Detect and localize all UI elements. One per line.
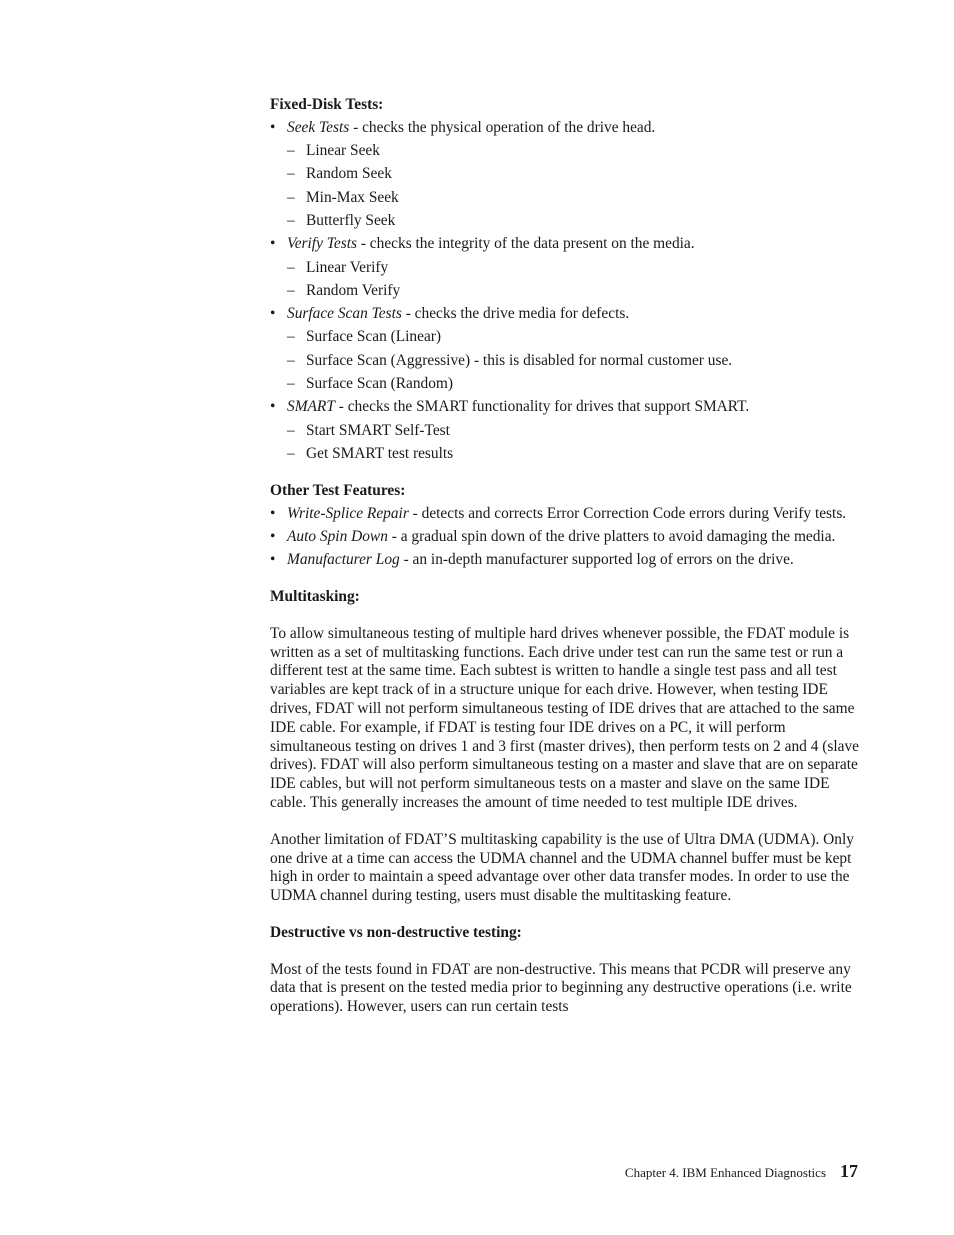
feature-list: [270, 505, 860, 570]
section-heading: Other Test Features:: [270, 481, 406, 499]
item-desc: - a gradual spin down of the drive platters to avoid damaging the media.: [387, 527, 836, 545]
sub-item: – Surface Scan (Aggressive) - this is disabled for normal customer use.: [287, 351, 733, 369]
section-heading: Fixed-Disk Tests:: [270, 96, 384, 113]
sub-item: – Random Seek: [287, 165, 392, 183]
item-desc: - checks the integrity of the data present on the media.: [356, 235, 695, 253]
item-term: Manufacturer Log: [287, 551, 400, 569]
item-term: SMART: [287, 398, 335, 416]
paragraph: Most of the tests found in FDAT are non-destructive. This means that PCDR will preserve any data that is present on the tested media prior to beginning any destructive operations (i.e. write operations). However, users can run certain tests: [270, 960, 852, 1016]
sub-list: [287, 422, 860, 464]
item-term: Auto Spin Down: [287, 527, 388, 545]
sub-item: – Random Verify: [287, 281, 401, 299]
sub-item: – Get SMART test results: [287, 444, 454, 462]
item-term: Seek Tests: [287, 118, 350, 136]
list-item: • Manufacturer Log - an in-depth manufacturer supported log of errors on the drive.: [270, 551, 794, 569]
sub-list: [287, 259, 860, 301]
page-number: 17: [840, 1161, 858, 1181]
section-heading: Multitasking:: [270, 587, 360, 605]
item-desc: - checks the SMART functionality for drives that support SMART.: [334, 398, 750, 416]
section-heading: Destructive vs non-destructive testing:: [270, 923, 522, 941]
page-content: [270, 96, 860, 1035]
item-desc: - checks the physical operation of the drive head.: [349, 118, 656, 136]
fixed-disk-tests-section: [270, 96, 860, 464]
multitasking-section: [270, 588, 860, 906]
sub-item: – Linear Seek: [287, 142, 380, 160]
sub-item: – Linear Verify: [287, 258, 389, 276]
sub-list: [287, 328, 860, 393]
paragraph: Another limitation of FDAT’S multitasking capability is the use of Ultra DMA (UDMA). Only one drive at a time can access the UDMA channel and the UDMA channel buffer must be kept high in order to maintain a speed advantage over other data transfer modes. In order to use the UDMA channel during testing, users must disable the multitasking feature.: [270, 830, 854, 905]
sub-item: – Min-Max Seek: [287, 188, 399, 206]
other-test-features-section: [270, 482, 860, 570]
item-desc: - checks the drive media for defects.: [401, 305, 630, 323]
item-desc: - detects and corrects Error Correction Code errors during Verify tests.: [408, 504, 847, 522]
sub-list: [287, 142, 860, 231]
item-desc: - an in-depth manufacturer supported log of errors on the drive.: [399, 551, 794, 569]
fixed-disk-test-list: [270, 119, 860, 464]
sub-item: – Start SMART Self-Test: [287, 421, 450, 439]
destructive-testing-section: [270, 924, 860, 1017]
item-term: Write-Splice Repair: [287, 504, 409, 522]
list-item: • Verify Tests - checks the integrity of the data present on the media. – Linear Verify – Random Verify: [270, 235, 860, 300]
item-term: Verify Tests: [287, 235, 357, 253]
page-footer: [625, 1161, 858, 1182]
list-item: • Write-Splice Repair - detects and corrects Error Correction Code errors during Verify tests.: [270, 504, 847, 522]
paragraph: To allow simultaneous testing of multiple hard drives whenever possible, the FDAT module is written as a set of multitasking functions. Each drive under test can run the same test or run a different test at the same time. Each subtest is written to handle a single test pass and all test variables are kept track of in a structure unique for each drive. However, when testing IDE drives, FDAT will not perform simultaneous testing of IDE drives that are attached to the same IDE cable. For example, if FDAT is testing four IDE drives on a PC, it will perform simultaneous testing on drives 1 and 3 first (master drives), then perform tests on 2 and 4 (slave drives). FDAT will also perform simultaneous testing on a master and slave that are on separate IDE cables, but will not perform simultaneous tests on a master and slave on the same IDE cable. This generally increases the amount of time needed to test multiple IDE drives.: [270, 624, 859, 811]
sub-item: – Surface Scan (Random): [287, 375, 454, 393]
list-item: • SMART - checks the SMART functionality for drives that support SMART. – Start SMART Self-Test – Get SMART test results: [270, 398, 860, 463]
sub-item: – Surface Scan (Linear): [287, 328, 442, 346]
list-item: • Auto Spin Down - a gradual spin down of the drive platters to avoid damaging the media.: [270, 527, 836, 545]
item-term: Surface Scan Tests: [287, 305, 402, 323]
sub-item: – Butterfly Seek: [287, 211, 396, 229]
list-item: • Seek Tests - checks the physical operation of the drive head. – Linear Seek – Random Seek – Min-Max Seek – Butterfly Seek: [270, 119, 860, 231]
list-item: • Surface Scan Tests - checks the drive media for defects. – Surface Scan (Linear) – Surface Scan (Aggressive) - this is disabled for normal customer use. – Surface Scan (Random): [270, 305, 860, 394]
chapter-title: Chapter 4. IBM Enhanced Diagnostics: [624, 1165, 826, 1180]
